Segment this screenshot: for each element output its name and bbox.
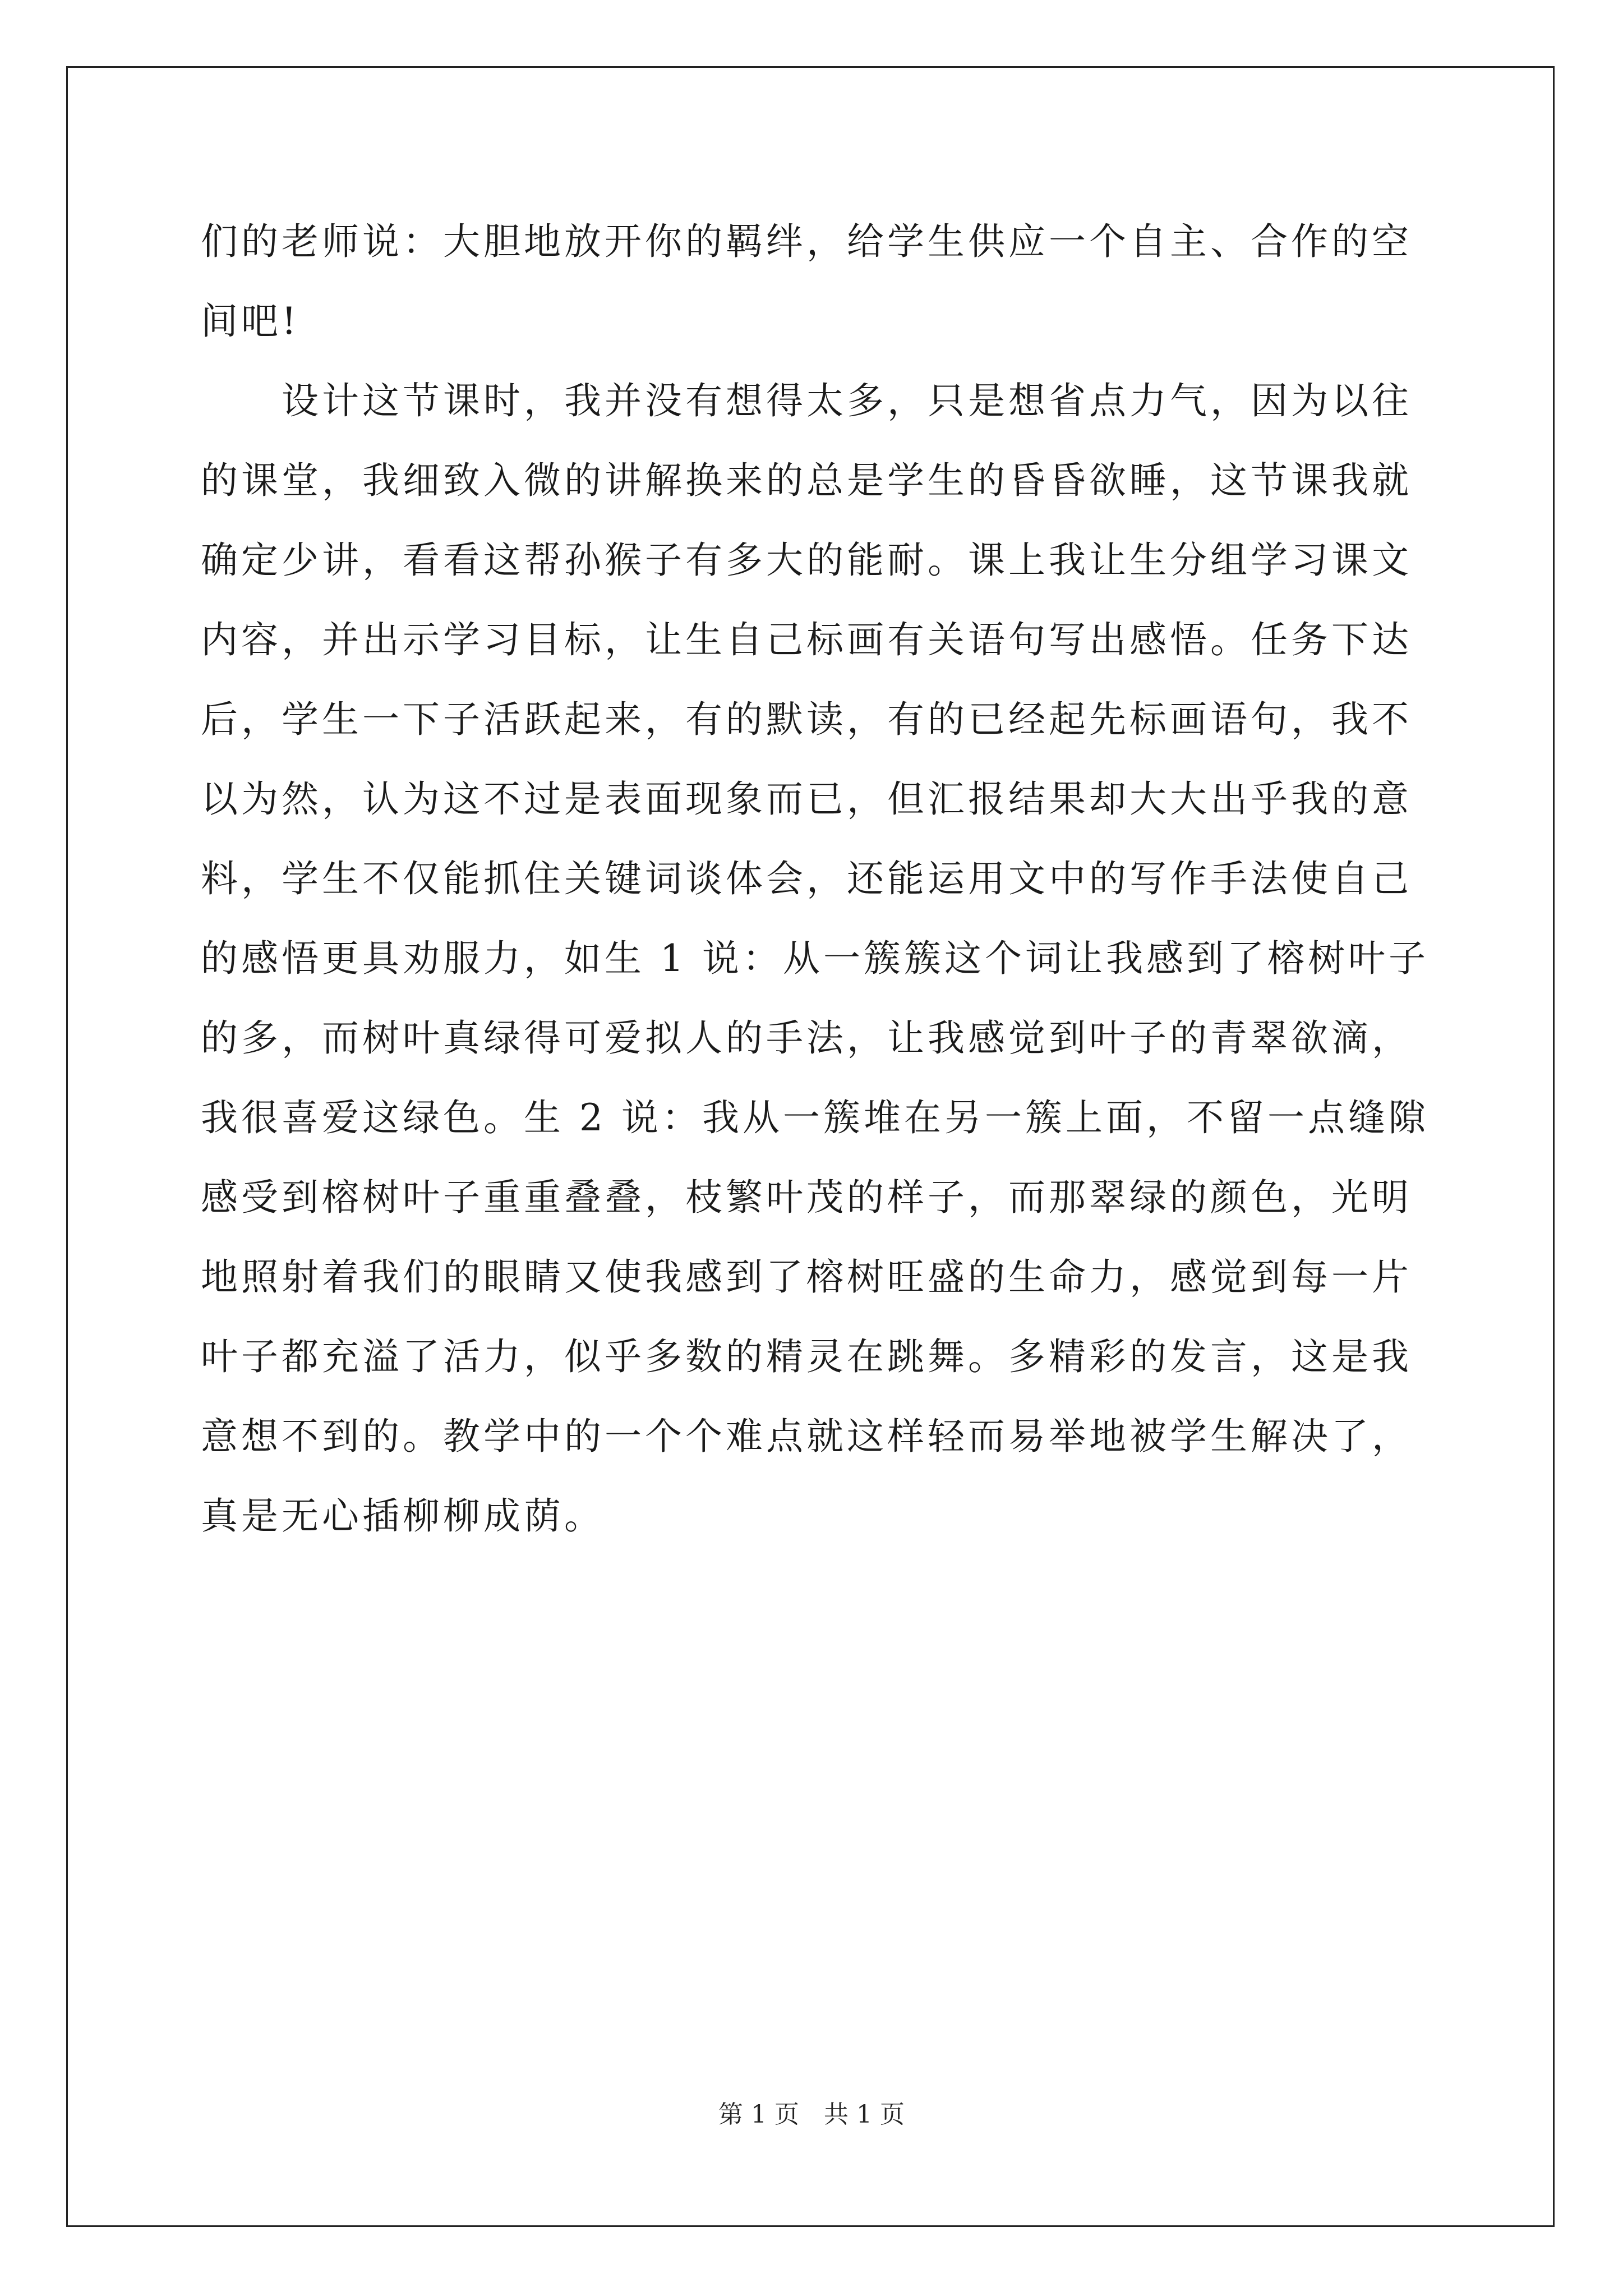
text-line: 确定少讲，看看这帮孙猴子有多大的能耐。课上我让生分组学习课文 [201,539,1412,582]
text-line: 们的老师说：大胆地放开你的羁绊，给学生供应一个自主、合作的空 [201,220,1412,263]
text-line: 叶子都充溢了活力，似乎多数的精灵在跳舞。多精彩的发言，这是我 [201,1335,1412,1378]
text-line: 我很喜爱这绿色。生 2 说：我从一簇堆在另一簇上面，不留一点缝隙 [201,1096,1429,1139]
text-line: 感受到榕树叶子重重叠叠，枝繁叶茂的样子，而那翠绿的颜色，光明 [201,1176,1412,1219]
text-line: 真是无心插柳柳成荫。 [201,1494,605,1538]
document-body [201,202,1429,1556]
text-line: 的多，而树叶真绿得可爱拟人的手法，让我感觉到叶子的青翠欲滴， [201,1016,1412,1060]
text-line: 的感悟更具劝服力，如生 1 说：从一簇簇这个词让我感到了榕树叶子 [201,937,1429,980]
text-line: 内容，并出示学习目标，让生自己标画有关语句写出感悟。任务下达 [201,618,1412,661]
text-line: 以为然，认为这不过是表面现象而已，但汇报结果却大大出乎我的意 [201,777,1412,821]
text-line: 后，学生一下子活跃起来，有的默读，有的已经起先标画语句，我不 [201,698,1412,741]
text-line: 的课堂，我细致入微的讲解换来的总是学生的昏昏欲睡，这节课我就 [201,459,1412,502]
text-line: 间吧! [201,300,300,343]
page-number-footer: 第 1 页 共 1 页 [718,2100,905,2129]
text-line: 地照射着我们的眼睛又使我感到了榕树旺盛的生命力，感觉到每一片 [201,1255,1412,1299]
text-line: 设计这节课时，我并没有想得太多，只是想省点力气，因为以往 [201,379,1412,422]
text-line: 料，学生不仅能抓住关键词谈体会，还能运用文中的写作手法使自己 [201,857,1412,900]
text-line: 意想不到的。教学中的一个个难点就这样轻而易举地被学生解决了， [201,1415,1412,1458]
